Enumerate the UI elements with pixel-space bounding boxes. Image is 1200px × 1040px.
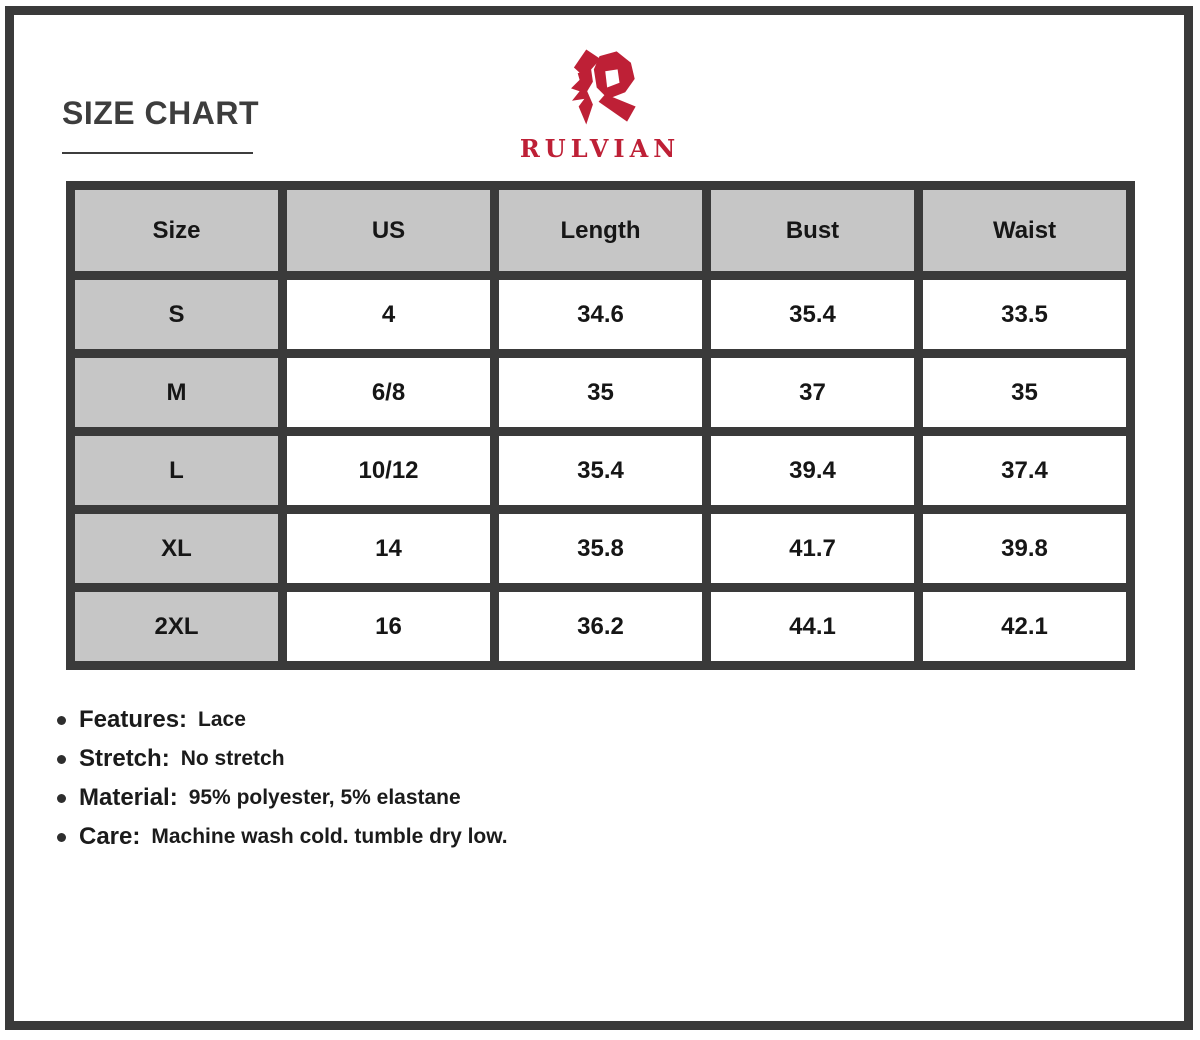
length-cell: 35.4 (495, 432, 707, 510)
size-label-cell: XL (71, 510, 283, 588)
detail-value: Lace (198, 708, 246, 731)
table-row (71, 588, 1131, 666)
column-header-us: US (283, 186, 495, 276)
size-chart-table (66, 181, 1135, 670)
table-row (71, 510, 1131, 588)
column-header-bust: Bust (707, 186, 919, 276)
waist-cell: 37.4 (919, 432, 1131, 510)
header-row (71, 186, 1131, 276)
waist-cell: 39.8 (919, 510, 1131, 588)
us-cell: 16 (283, 588, 495, 666)
detail-label: Stretch: (79, 745, 170, 772)
bust-cell: 39.4 (707, 432, 919, 510)
bust-cell: 41.7 (707, 510, 919, 588)
size-label-cell: 2XL (71, 588, 283, 666)
detail-value: Machine wash cold. tumble dry low. (151, 825, 508, 848)
page-title: SIZE CHART (62, 95, 259, 131)
brand-name: RULVIAN (519, 134, 681, 163)
rulvian-r-monogram-icon (553, 38, 648, 135)
list-item-care (57, 822, 508, 852)
table-row (71, 276, 1131, 354)
detail-value: 95% polyester, 5% elastane (188, 786, 461, 809)
length-cell: 36.2 (495, 588, 707, 666)
bullet-icon (57, 716, 66, 725)
us-cell: 4 (283, 276, 495, 354)
waist-cell: 33.5 (919, 276, 1131, 354)
column-header-size: Size (71, 186, 283, 276)
us-cell: 14 (283, 510, 495, 588)
length-cell: 35 (495, 354, 707, 432)
bullet-icon (57, 755, 66, 764)
list-item-material (57, 783, 508, 813)
waist-cell: 42.1 (919, 588, 1131, 666)
bullet-icon (57, 833, 66, 842)
detail-label: Material: (79, 784, 178, 811)
length-cell: 34.6 (495, 276, 707, 354)
waist-cell: 35 (919, 354, 1131, 432)
column-header-length: Length (495, 186, 707, 276)
brand-logo (0, 38, 1200, 161)
detail-label: Care: (79, 823, 141, 850)
us-cell: 10/12 (283, 432, 495, 510)
product-details-list (57, 705, 508, 861)
detail-label: Features: (79, 706, 188, 733)
bullet-icon (57, 794, 66, 803)
bust-cell: 37 (707, 354, 919, 432)
length-cell: 35.8 (495, 510, 707, 588)
bust-cell: 44.1 (707, 588, 919, 666)
table-row (71, 432, 1131, 510)
table-row (71, 354, 1131, 432)
detail-value: No stretch (180, 747, 285, 770)
us-cell: 6/8 (283, 354, 495, 432)
bust-cell: 35.4 (707, 276, 919, 354)
size-label-cell: L (71, 432, 283, 510)
size-label-cell: M (71, 354, 283, 432)
size-label-cell: S (71, 276, 283, 354)
list-item-features (57, 705, 508, 735)
column-header-waist: Waist (919, 186, 1131, 276)
list-item-stretch (57, 744, 508, 774)
